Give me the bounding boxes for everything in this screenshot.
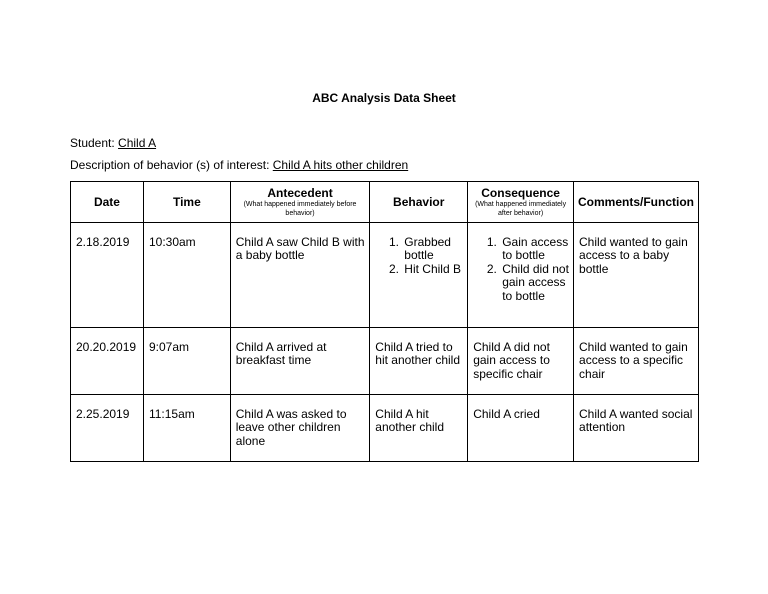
header-antecedent: Antecedent (What happened immediately before behavior) xyxy=(230,182,370,223)
cell-time: 10:30am xyxy=(143,223,230,328)
table-header-row xyxy=(71,182,699,223)
cell-behavior: Child A tried to hit another child xyxy=(370,328,468,395)
cell-comments: Child wanted to gain access to a baby bottle xyxy=(574,223,699,328)
table-row xyxy=(71,395,699,462)
cell-consequence: Child A cried xyxy=(468,395,574,462)
cell-time: 9:07am xyxy=(143,328,230,395)
header-consequence-note: (What happened immediately after behavior) xyxy=(475,201,567,217)
cell-behavior xyxy=(370,223,468,328)
consequence-list xyxy=(468,236,569,303)
page-title: ABC Analysis Data Sheet xyxy=(312,91,456,105)
student-value: Child A xyxy=(118,136,157,150)
cell-antecedent: Child A saw Child B with a baby bottle xyxy=(230,223,370,328)
student-label: Student: xyxy=(70,136,119,150)
header-antecedent-note: (What happened immediately before behavior) xyxy=(243,201,357,217)
header-behavior: Behavior xyxy=(370,182,468,223)
behavior-description-line xyxy=(70,158,408,172)
table-row xyxy=(71,223,699,328)
cell-comments: Child A wanted social attention xyxy=(574,395,699,462)
header-consequence: Consequence (What happened immediately after behavior) xyxy=(468,182,574,223)
list-item: 1. Gain access to bottle xyxy=(500,236,569,263)
cell-date: 2.18.2019 xyxy=(71,223,144,328)
cell-antecedent: Child A arrived at breakfast time xyxy=(230,328,370,395)
cell-date: 20.20.2019 xyxy=(71,328,144,395)
cell-behavior: Child A hit another child xyxy=(370,395,468,462)
list-item: 2. Child did not gain access to bottle xyxy=(500,263,569,303)
description-value: Child A hits other children xyxy=(272,158,409,172)
behavior-list xyxy=(370,236,463,276)
student-line xyxy=(70,136,156,150)
cell-date: 2.25.2019 xyxy=(71,395,144,462)
cell-comments: Child wanted to gain access to a specific chair xyxy=(574,328,699,395)
table-row xyxy=(71,328,699,395)
header-time: Time xyxy=(143,182,230,223)
header-comments: Comments/Function xyxy=(574,182,699,223)
cell-antecedent: Child A was asked to leave other children alone xyxy=(230,395,370,462)
abc-data-table xyxy=(70,181,699,462)
description-label: Description of behavior (s) of interest: xyxy=(70,158,273,172)
list-item: 2. Hit Child B xyxy=(402,263,463,276)
cell-consequence xyxy=(468,223,574,328)
header-date: Date xyxy=(71,182,144,223)
list-item: 1. Grabbed bottle xyxy=(402,236,463,263)
cell-time: 11:15am xyxy=(143,395,230,462)
cell-consequence: Child A did not gain access to specific chair xyxy=(468,328,574,395)
